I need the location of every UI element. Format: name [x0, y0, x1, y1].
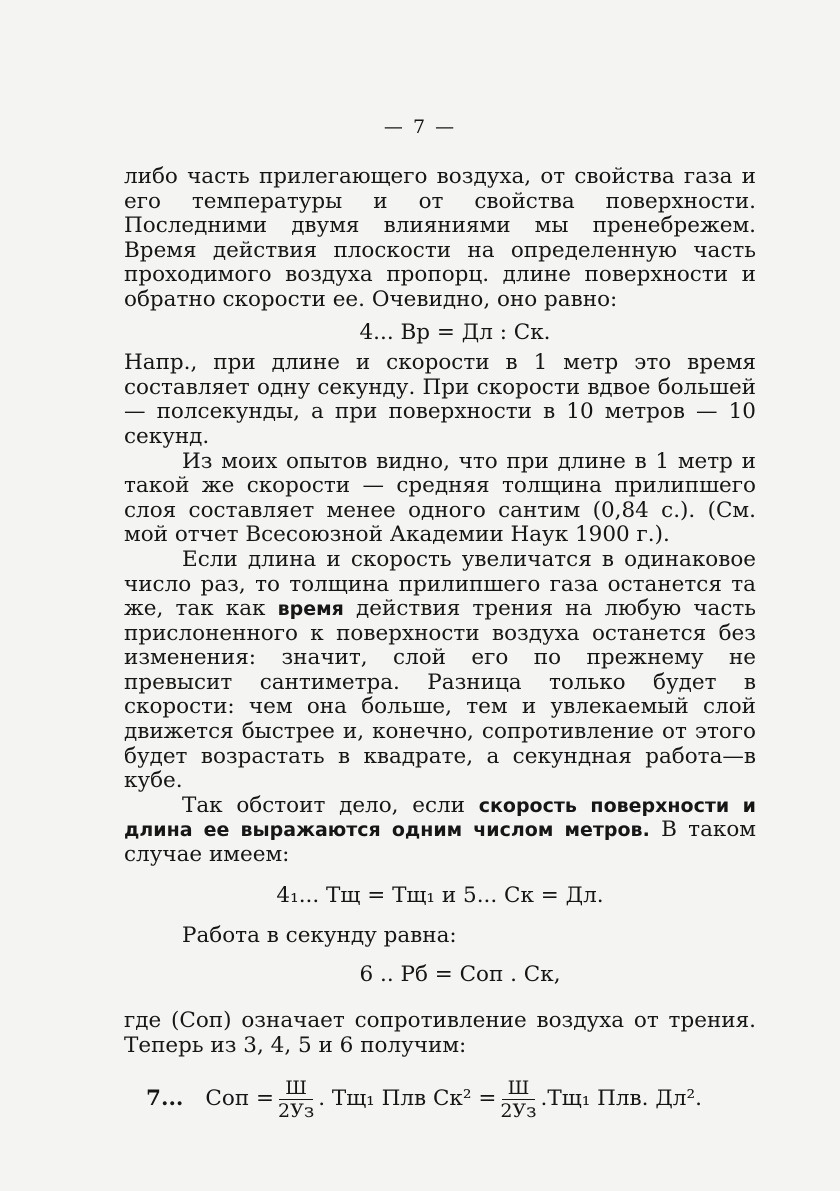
fraction-1	[278, 1077, 314, 1122]
formula-7-lhs: Соп =	[205, 1085, 274, 1111]
paragraph-6: Работа в секунду равна:	[182, 923, 457, 949]
paragraph-4	[124, 548, 756, 794]
formula-6: 6 .. Рб = Соп . Ск,	[359, 961, 561, 987]
formula-7-label: 7...	[146, 1085, 184, 1111]
paragraph-5-emphasis: скорость поверхности и длина ее выражаются одним числом метров.	[124, 794, 756, 842]
paragraph-2: Напр., при длине и скорости в 1 метр это время составляет одну секунду. При скорости вдвое большей— полсекунды, а при поверхности в 10 метров — 10 секунд.	[124, 350, 756, 449]
paragraph-1: либо часть прилегающего воздуха, от свойства газа и его температуры и от свойства поверхности. Последними двумя влияниями мы пренебрежем. Время действия плоскости на определенную часть проходимого воздуха пропорц. длине поверхности и обратно скорости ее. Очевидно, оно равно:	[124, 164, 756, 312]
fraction-2-denominator: 2Уз	[500, 1099, 537, 1122]
paragraph-4-part-b: действия трения на любую часть прислоненного к поверхности воздуха останется без изменения: значит, слой его по прежнему не превысит сантиметра. Разница только будет в скорости: чем она больше, тем и увлекаемый слой движется быстрее и, конечно, сопротивление от этого будет возрастать в квадрате, а секундная работа—в кубе.	[124, 596, 756, 794]
formula-7	[146, 1077, 756, 1122]
paragraph-7: где (Соп) означает сопротивление воздуха от трения. Теперь из 3, 4, 5 и 6 получим:	[124, 1008, 756, 1058]
formula-7-rhs: .Тщ₁ Плв. Дл².	[540, 1085, 702, 1111]
paragraph-5-part-b: В таком случае имеем:	[124, 817, 756, 868]
fraction-1-numerator: Ш	[279, 1077, 313, 1100]
formula-7-middle: . Тщ₁ Плв Ск² =	[318, 1085, 497, 1111]
paragraph-4-part-a: Если длина и скорость увеличатся в одинаковое число раз, то толщина прилипшего газа останется та же, так как	[124, 546, 756, 622]
formula-4: 4... Вр = Дл : Ск.	[359, 319, 551, 345]
page-number: — 7 —	[383, 116, 457, 138]
paragraph-4-emphasis: время	[277, 598, 344, 621]
formula-4-1-and-5: 4₁... Тщ = Тщ₁ и 5... Ск = Дл.	[276, 882, 604, 908]
fraction-2-numerator: Ш	[502, 1077, 536, 1100]
fraction-1-denominator: 2Уз	[278, 1099, 315, 1122]
paragraph-5-part-a: Так обстоит дело, если	[182, 792, 479, 818]
fraction-2	[500, 1077, 536, 1122]
body-text	[124, 165, 756, 1122]
paragraph-5	[124, 794, 756, 868]
paragraph-3: Из моих опытов видно, что при длине в 1 метр и такой же скорости — средняя толщина прилипшего слоя составляет менее одного сантим (0,84 с.). (См. мой отчет Всесоюзной Академии Наук 1900 г.).	[124, 448, 756, 548]
